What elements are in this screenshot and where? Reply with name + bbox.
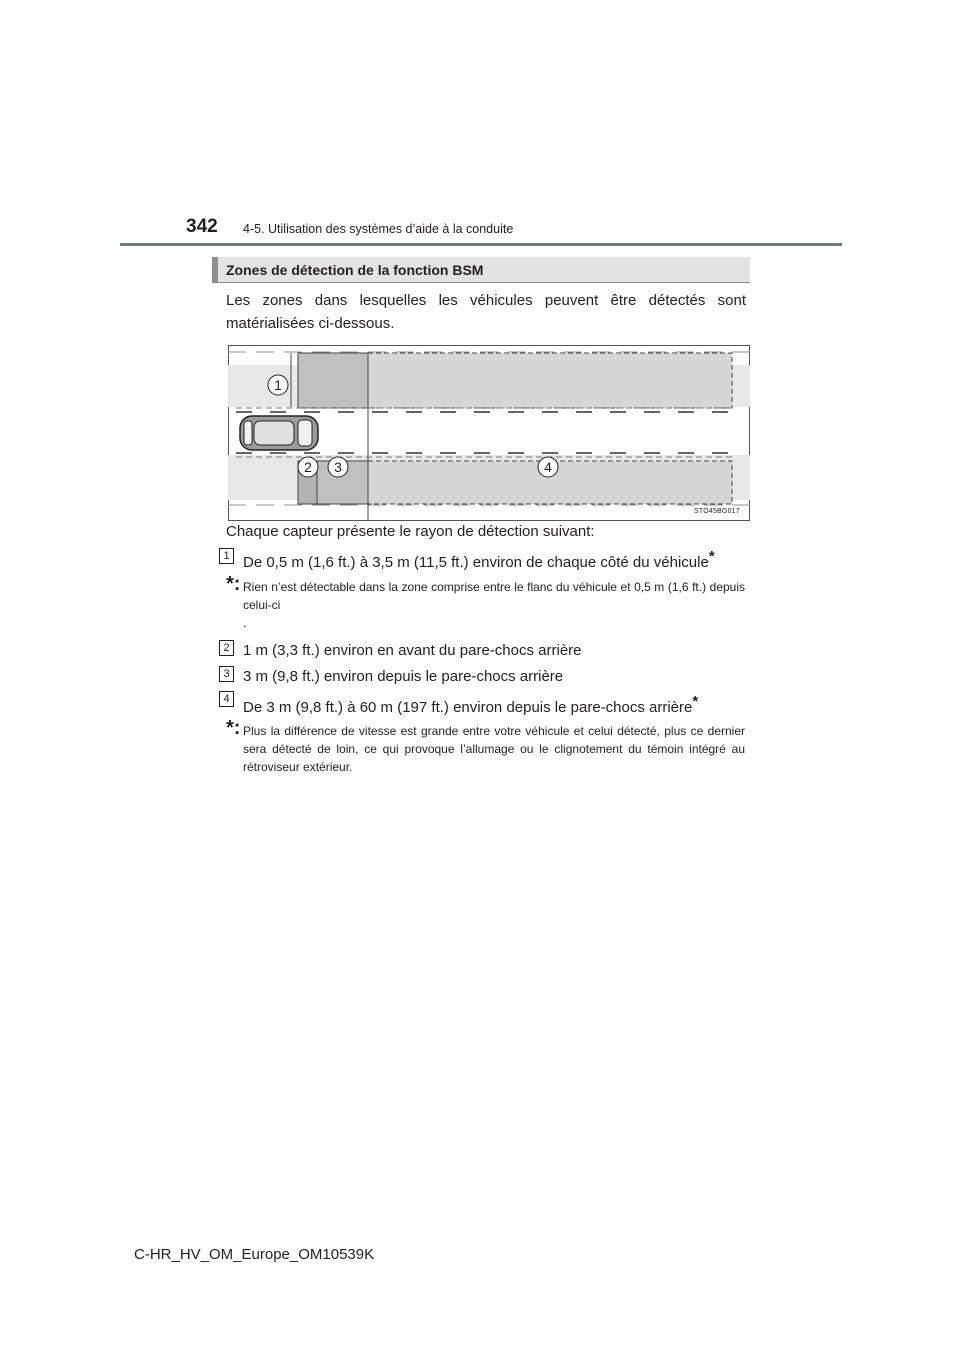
item-2-number: 2 xyxy=(219,640,234,656)
note-1-text: Rien n’est détectable dans la zone comprise entre le flanc du véhicule et 0,5 m (1,6 ft.) depuis celui-ci xyxy=(243,580,745,612)
detection-zones-diagram xyxy=(228,345,750,521)
svg-text:3: 3 xyxy=(334,459,342,475)
detection-lead: Chaque capteur présente le rayon de détection suivant: xyxy=(226,523,595,540)
item-2-text: 1 m (3,3 ft.) environ en avant du pare-chocs arrière xyxy=(243,642,582,659)
diagram-code: STO45BG017 xyxy=(694,508,740,515)
zone-4-upper xyxy=(368,353,732,408)
item-4-text xyxy=(243,693,698,716)
note-1-trailing: . xyxy=(243,616,247,630)
label-2 xyxy=(298,457,318,477)
label-4 xyxy=(538,457,558,477)
car-icon xyxy=(240,416,318,450)
label-1 xyxy=(268,375,288,395)
page-number: 342 xyxy=(186,216,218,237)
label-3 xyxy=(328,457,348,477)
note-2-text: Plus la différence de vitesse est grande entre votre véhicule et celui détecté, plus ce dernier sera détecté de loin, ce qui provoque l’allumage ou le clignotement du témoin intégré au rétroviseur extérieur. xyxy=(243,724,745,774)
item-1-number: 1 xyxy=(219,548,234,564)
header-rule xyxy=(120,243,842,246)
section-heading-bar xyxy=(212,257,218,283)
note-2-marker: *: xyxy=(226,717,241,739)
svg-text:4: 4 xyxy=(544,459,552,475)
item-1-label: De 0,5 m (1,6 ft.) à 3,5 m (11,5 ft.) environ de chaque côté du véhicule xyxy=(243,554,709,571)
note-1-marker: *: xyxy=(226,573,241,595)
item-3-text: 3 m (9,8 ft.) environ depuis le pare-chocs arrière xyxy=(243,668,564,685)
item-3-number: 3 xyxy=(219,666,234,682)
chapter-title: 4-5. Utilisation des systèmes d’aide à la conduite xyxy=(243,222,514,236)
section-title: Zones de détection de la fonction BSM xyxy=(226,262,484,278)
svg-text:2: 2 xyxy=(304,459,312,475)
intro-paragraph: Les zones dans lesquelles les véhicules peuvent être détectés sont matérialisées ci-dessous. xyxy=(226,292,746,332)
footer-document-id: C-HR_HV_OM_Europe_OM10539K xyxy=(134,1246,375,1263)
item-1-star: * xyxy=(708,548,715,565)
item-4-label: De 3 m (9,8 ft.) à 60 m (197 ft.) environ depuis le pare-chocs arrière xyxy=(243,699,693,716)
item-4-star: * xyxy=(692,693,699,710)
section-heading-underline xyxy=(218,282,750,283)
item-4-number: 4 xyxy=(219,691,234,707)
zone-3-upper xyxy=(298,353,368,408)
item-1-text xyxy=(243,548,715,571)
svg-text:1: 1 xyxy=(274,377,282,393)
